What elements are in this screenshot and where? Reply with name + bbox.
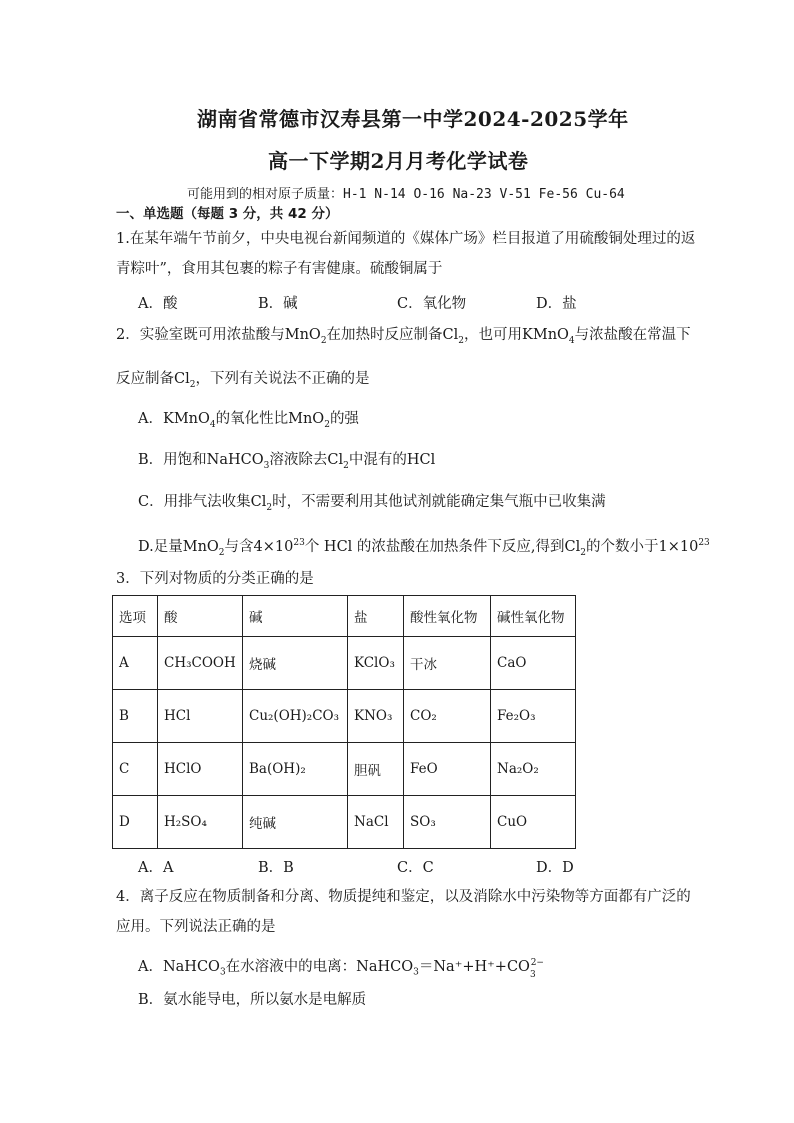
table-row (113, 743, 576, 796)
table-row (113, 796, 576, 849)
q1-line-1: 1.在某年端午节前夕，中央电视台新闻频道的《媒体广场》栏目报道了用硫酸铜处理过的返 (116, 231, 696, 247)
table-cell: NaCl (348, 796, 404, 849)
q3-option-a: A．A (138, 860, 174, 876)
q1-line-2: 青粽叶”，食用其包裹的粽子有害健康。硫酸铜属于 (116, 261, 443, 277)
title-line-2: 高一下学期2月月考化学试卷 (268, 149, 529, 173)
table-cell: H₂SO₄ (158, 796, 243, 849)
table-cell: CuO (491, 796, 576, 849)
q2-line-2: 反应制备$Cl_2$，下列有关说法不正确的是 (116, 371, 370, 390)
table-cell: 干冰 (404, 637, 491, 690)
q1-option-a: A．酸 (138, 296, 178, 312)
table-cell: FeO (404, 743, 491, 796)
table-cell: SO₃ (404, 796, 491, 849)
table-cell: HClO (158, 743, 243, 796)
table-header-cell: 碱 (243, 596, 348, 637)
table-cell: Cu₂(OH)₂CO₃ (243, 690, 348, 743)
q2-option-c: C．用排气法收集$Cl_2$时，不需要利用其他试剂就能确定集气瓶中已收集满 (138, 494, 606, 513)
table-cell: CO₂ (404, 690, 491, 743)
q2-line-1: 2．实验室既可用浓盐酸与MnO$_2$在加热时反应制备$Cl_2$，也可用KMnO$_4$与浓盐酸在常温下 (116, 327, 691, 346)
table-cell: D (113, 796, 158, 849)
table-header-cell: 碱性氧化物 (491, 596, 576, 637)
q3-stem: 3．下列对物质的分类正确的是 (116, 571, 314, 587)
title-line-1: 湖南省常德市汉寿县第一中学2024-2025学年 (197, 107, 629, 131)
table-cell: A (113, 637, 158, 690)
table-cell: CaO (491, 637, 576, 690)
table-header-cell: 酸性氧化物 (404, 596, 491, 637)
q2-option-b: B．用饱和NaHCO$_3$溶液除去$Cl_2$中混有的HCl (138, 452, 436, 471)
atomic-masses: 可能用到的相对原子质量：H-1 N-14 O-16 Na-23 V-51 Fe-56 Cu-64 (187, 187, 625, 202)
q3-option-b: B．B (258, 860, 294, 876)
q4-option-b: B．氨水能导电，所以氨水是电解质 (138, 992, 367, 1008)
q1-option-d: D．盐 (536, 296, 577, 312)
table-row (113, 637, 576, 690)
table-cell: Na₂O₂ (491, 743, 576, 796)
q1-option-c: C．氧化物 (397, 296, 467, 312)
q4-line-1: 4．离子反应在物质制备和分离、物质提纯和鉴定，以及消除水中污染物等方面都有广泛的 (116, 889, 691, 905)
table-header-cell: 选项 (113, 596, 158, 637)
table-cell: KClO₃ (348, 637, 404, 690)
table-cell: B (113, 690, 158, 743)
table-header-cell: 盐 (348, 596, 404, 637)
table-header-cell: 酸 (158, 596, 243, 637)
q2-option-a: A．KMnO$_4$的氧化性比MnO$_2$的强 (138, 411, 359, 430)
table-cell: CH₃COOH (158, 637, 243, 690)
q1-option-b: B．碱 (258, 296, 298, 312)
table-cell: Ba(OH)₂ (243, 743, 348, 796)
classification-table (112, 595, 576, 849)
table-row (113, 690, 576, 743)
q2-option-d: D.足量MnO$_2$与含$4\times 10^{23}$个 HCl 的浓盐酸在加热条件下反应,得到$Cl_2$的个数小于$1\times 10^{23}$ (138, 538, 710, 558)
table-cell: Fe₂O₃ (491, 690, 576, 743)
table-cell: 胆矾 (348, 743, 404, 796)
q4-line-2: 应用。下列说法正确的是 (116, 919, 276, 935)
table-cell: 烧碱 (243, 637, 348, 690)
section-heading: 一、单选题（每题 3 分，共 42 分） (116, 206, 339, 222)
q3-option-d: D．D (536, 860, 574, 876)
table-cell: HCl (158, 690, 243, 743)
table-cell: KNO₃ (348, 690, 404, 743)
table-cell: 纯碱 (243, 796, 348, 849)
table-header-row (113, 596, 576, 637)
q4-option-a: A．NaHCO$_3$在水溶液中的电离：$NaHCO_3=Na^++H^++CO_3^{2-}$ (138, 958, 544, 980)
q3-option-c: C．C (397, 860, 434, 876)
table-cell: C (113, 743, 158, 796)
